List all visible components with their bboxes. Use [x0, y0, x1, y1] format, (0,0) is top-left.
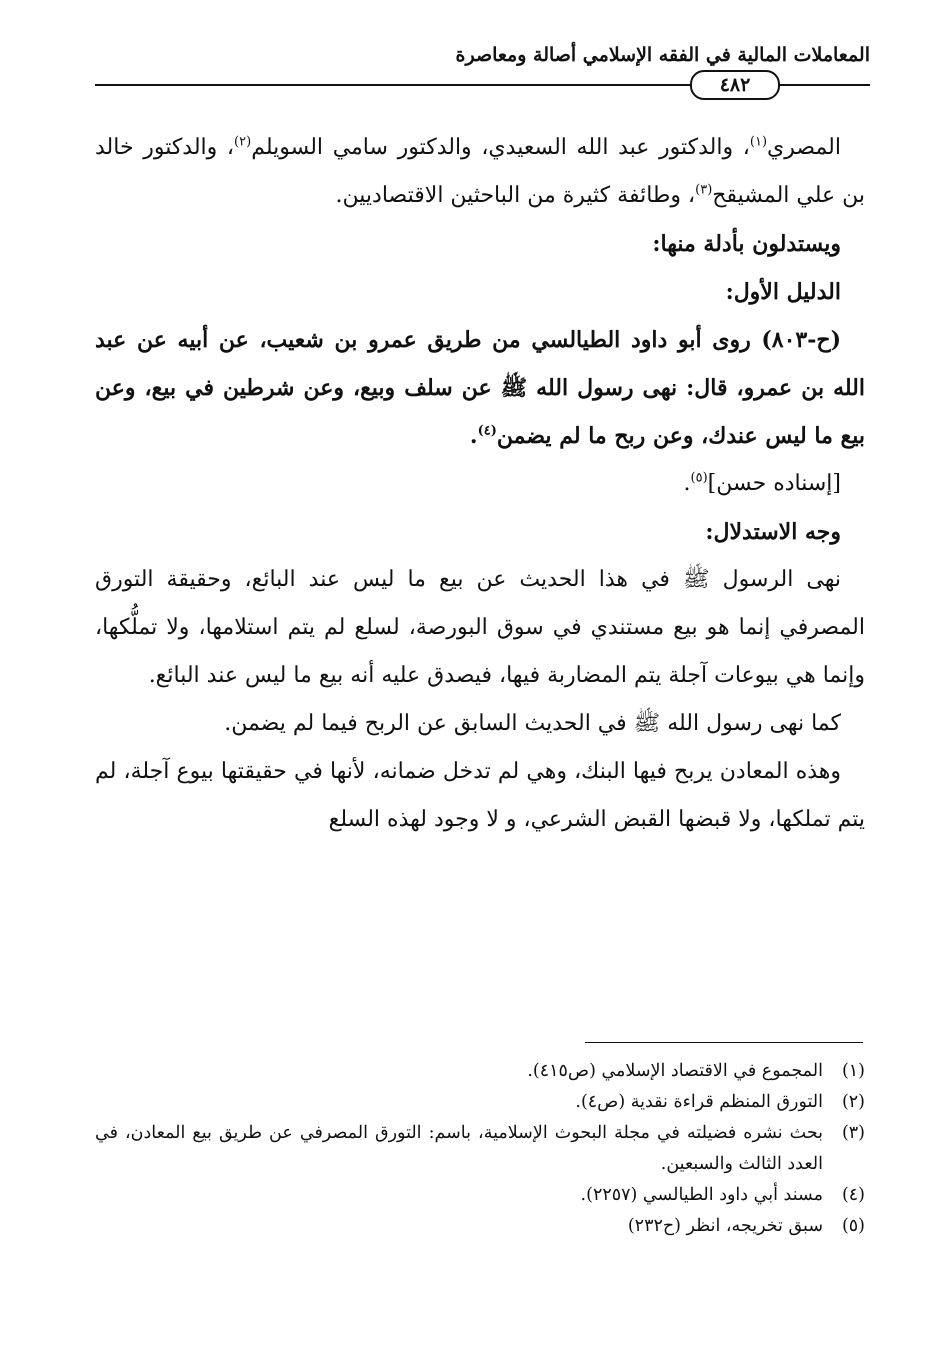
text-run: المصري	[767, 135, 841, 160]
footnote-text: المجموع في الاقتصاد الإسلامي (ص٤١٥).	[527, 1061, 823, 1081]
footnote-separator	[585, 1042, 863, 1043]
text-run: ، والدكتور عبد الله السعيدي، والدكتور سامي السويلم	[251, 135, 750, 160]
page-number: ٤٨٢	[690, 70, 780, 100]
footnote-ref: (٤)	[477, 423, 497, 439]
footnote-ref: (٥)	[690, 470, 708, 486]
footnote-number: (٢)	[841, 1092, 865, 1112]
footnote-ref: (٣)	[695, 182, 713, 198]
footnote-text: سبق تخريجه، انظر (ح٢٣٢)	[627, 1216, 823, 1236]
footnote	[95, 1056, 865, 1087]
footnote-number: (٣)	[841, 1123, 865, 1143]
isnad-grade	[95, 460, 865, 508]
paragraph	[95, 124, 865, 220]
text-run: (ح-٨٠٣) روى أبو داود الطيالسي من طريق عمرو بن شعيب، عن أبيه عن عبد الله بن عمرو، قال: نهى رسول الله ﷺ عن سلف وبيع، وعن شرطين في بيع، وعن بيع ما ليس عندك، وعن ربح ما لم يضمن	[95, 327, 865, 449]
footnote-ref: (١)	[749, 134, 768, 150]
footnote-text: مسند أبي داود الطيالسي (٢٢٥٧).	[580, 1185, 823, 1205]
footnote-text: بحث نشره فضيلته في مجلة البحوث الإسلامية، باسم: التورق المصرفي عن طريق بيع المعادن، في العدد الثالث والسبعين.	[95, 1123, 823, 1174]
section-heading: الدليل الأول:	[725, 279, 841, 305]
text-run: [إسناده حسن]	[707, 471, 841, 496]
footnote	[95, 1180, 865, 1211]
paragraph: كما نهى رسول الله ﷺ في الحديث السابق عن الربح فيما لم يضمن.	[224, 711, 841, 736]
footnote-text: التورق المنظم قراءة نقدية (ص٤).	[575, 1092, 823, 1112]
text-run: ، وطائفة كثيرة من الباحثين الاقتصاديين.	[335, 183, 696, 208]
footnote-ref: (٢)	[234, 134, 252, 150]
footnote	[95, 1118, 865, 1180]
footnote-number: (٥)	[841, 1216, 865, 1236]
footnote-number: (١)	[841, 1061, 865, 1081]
text-run: .	[683, 471, 691, 496]
footnotes	[95, 1056, 865, 1242]
paragraph: وهذه المعادن يربح فيها البنك، وهي لم تدخل ضمانه، لأنها في حقيقتها بيوع آجلة، لم يتم تملكها، ولا قبضها القبض الشرعي، و لا وجود لهذه السلع	[95, 759, 865, 832]
running-header	[95, 40, 870, 100]
section-heading: وجه الاستدلال:	[705, 519, 841, 545]
main-text	[95, 124, 865, 844]
footnote-number: (٤)	[841, 1185, 865, 1205]
text-run: ، والدكتور خالد بن علي المشيقح	[95, 135, 865, 208]
hadith-paragraph	[95, 316, 865, 460]
section-lead: ويستدلون بأدلة منها:	[652, 231, 841, 257]
footnote	[95, 1087, 865, 1118]
footnote	[95, 1211, 865, 1242]
paragraph: نهى الرسول ﷺ في هذا الحديث عن بيع ما ليس عند البائع، وحقيقة التورق المصرفي إنما هو بيع مستندي في سوق البورصة، لسلع لم يتم استلامها، ولا تملُّكها، وإنما هي بيوعات آجلة يتم المضاربة فيها، فيصدق عليه أنه بيع ما ليس عند البائع.	[95, 567, 865, 688]
header-title: المعاملات المالية في الفقه الإسلامي أصالة ومعاصرة	[455, 44, 870, 66]
text-run: .	[469, 423, 478, 449]
